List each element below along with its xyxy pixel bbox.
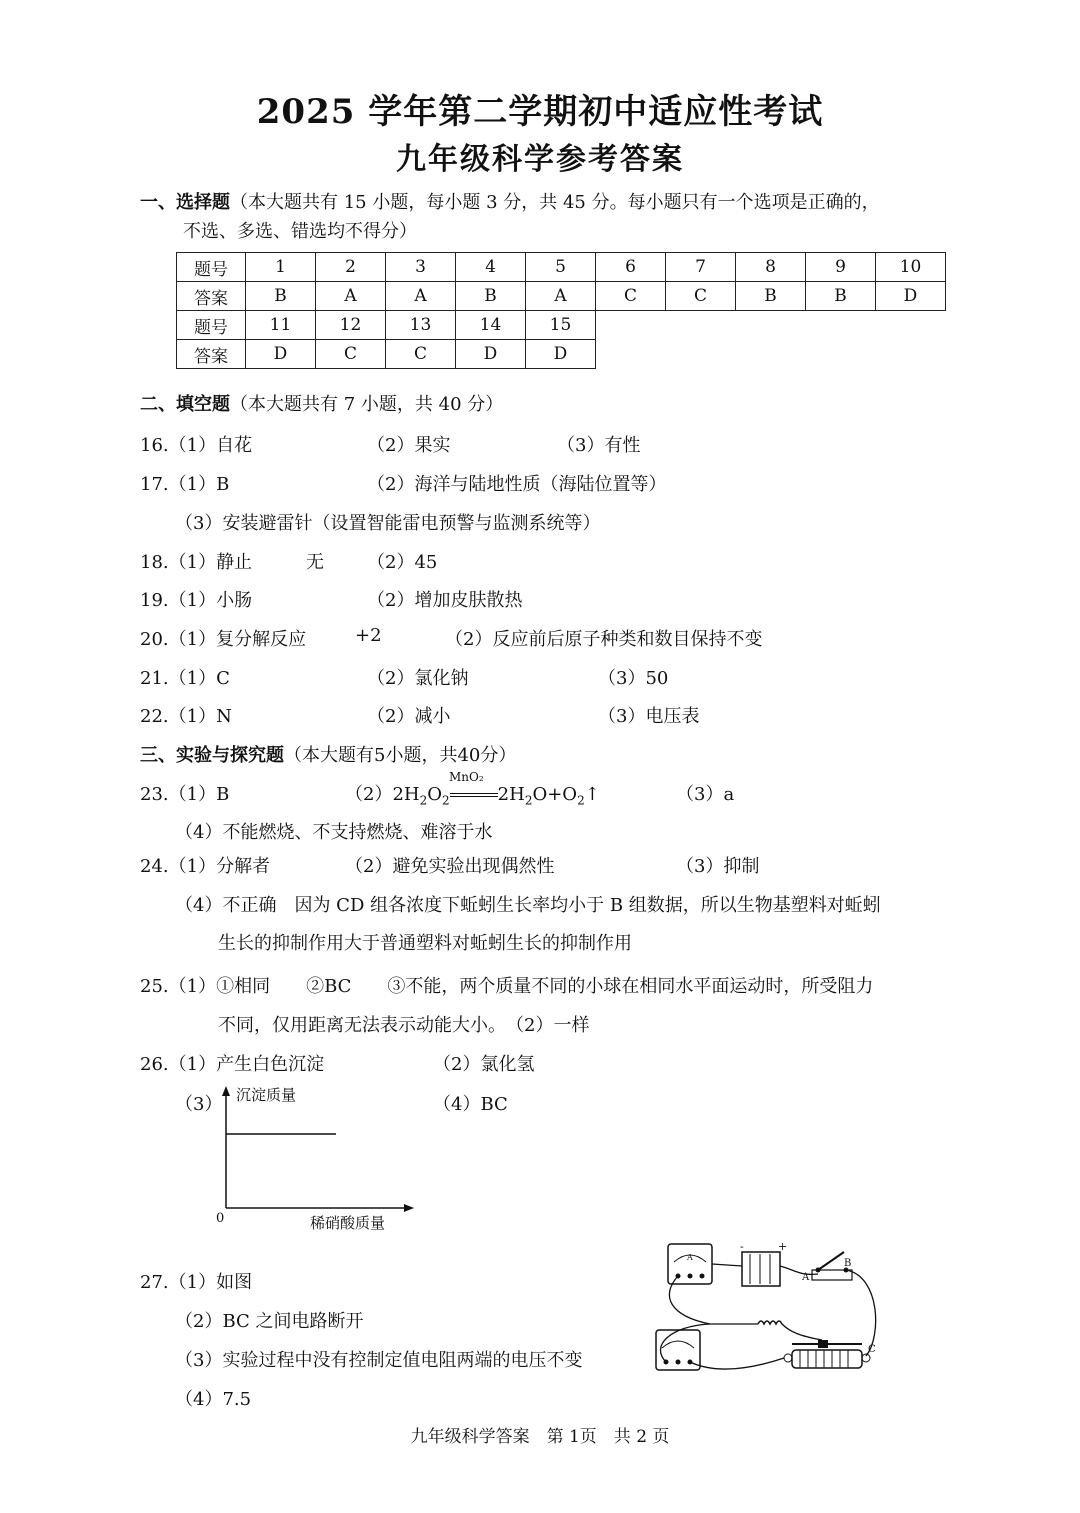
q27-b: （2）BC 之间电路断开 (175, 1311, 364, 1332)
q24-c: （3）抑制 (676, 856, 760, 877)
catalyst-label: MnO₂ (449, 770, 484, 784)
table-cell: 13 (386, 311, 456, 340)
q25-l2: 不同，仅用距离无法表示动能大小。 （2）一样 (218, 1015, 590, 1036)
table-cell: 题号 (177, 253, 246, 282)
rheostat-icon (784, 1340, 876, 1368)
eq-sub: 2 (442, 793, 450, 808)
wire (782, 1324, 822, 1340)
q27-d: （4）7.5 (175, 1389, 252, 1410)
table-blank (596, 340, 946, 369)
table-row (177, 253, 946, 282)
q18-b: 无 (306, 552, 324, 573)
eq-sub: 2 (419, 793, 428, 808)
switch-label-b: B (844, 1258, 852, 1269)
table-cell: 8 (736, 253, 806, 282)
table-cell: 3 (386, 253, 456, 282)
wire (690, 1358, 784, 1369)
q22-c: （3）电压表 (598, 706, 700, 727)
table-cell: D (246, 340, 316, 369)
eq-part: ↑ (584, 784, 600, 805)
q21-c: （3）50 (598, 668, 669, 689)
exam-subtitle: 九年级科学参考答案 (396, 142, 684, 177)
table-cell: C (316, 340, 386, 369)
q24-d2: 生长的抑制作用大于普通塑料对蚯蚓生长的抑制作用 (218, 933, 632, 954)
table-row (177, 282, 946, 311)
q23-equation (345, 780, 600, 808)
table-cell: 5 (526, 253, 596, 282)
table-cell: B (456, 282, 526, 311)
eq-part: （2）2H (345, 784, 420, 805)
q25-l1: 25.（1）①相同 ②BC ③不能，两个质量不同的小球在相同水平面运动时，所受阻力 (140, 976, 874, 997)
section1-desc: （本大题共有 15 小题，每小题 3 分，共 45 分。每小题只有一个选项是正确的， (230, 192, 880, 213)
eq-arrow (450, 793, 498, 797)
y-axis-arrow (222, 1086, 230, 1096)
q22-b: （2）减小 (367, 706, 451, 727)
section3-desc: （本大题有5小题，共40分） (284, 745, 517, 766)
table-cell: A (526, 282, 596, 311)
q23-c: （3）a (676, 784, 735, 805)
q21-a: 21.（1）C (140, 668, 230, 689)
exam-title: 2025 学年第二学期初中适应性考试 (256, 92, 824, 132)
table-cell: 答案 (177, 282, 246, 311)
q22-a: 22.（1）N (140, 706, 232, 727)
switch-icon (801, 1252, 852, 1283)
svg-text:A: A (687, 1253, 693, 1262)
wire (712, 1264, 742, 1266)
battery-icon (740, 1240, 787, 1286)
table-row (177, 311, 946, 340)
section3-label: 三、实验与探究题 (140, 745, 284, 766)
battery-plus: + (778, 1240, 788, 1253)
q24-b: （2）避免实验出现偶然性 (345, 856, 555, 877)
table-cell: 6 (596, 253, 666, 282)
table-cell: 10 (876, 253, 946, 282)
resistor-icon (758, 1321, 782, 1324)
section1-desc2: 不选、多选、错选均不得分） (183, 221, 417, 242)
q26-a: 26.（1）产生白色沉淀 (140, 1054, 325, 1075)
q23-d: （4）不能燃烧、不支持燃烧、难溶于水 (175, 822, 493, 843)
q27-c: （3）实验过程中没有控制定值电阻两端的电压不变 (175, 1350, 583, 1371)
x-axis-arrow (404, 1204, 414, 1212)
eq-sub: 2 (577, 793, 585, 808)
table-row (177, 340, 946, 369)
eq-part: O (427, 784, 443, 805)
answer-table (176, 252, 946, 369)
table-cell: A (386, 282, 456, 311)
q24-d1: （4）不正确 因为 CD 组各浓度下蚯蚓生长率均小于 B 组数据，所以生物基塑料对蚯蚓 (175, 895, 881, 916)
table-cell: 题号 (177, 311, 246, 340)
eq-sub: 2 (524, 793, 533, 808)
q24-a: 24.（1）分解者 (140, 856, 271, 877)
table-cell: B (736, 282, 806, 311)
eq-part: 2H (497, 784, 525, 805)
table-cell: B (246, 282, 316, 311)
precipitate-graph (200, 1082, 420, 1242)
q23-a: 23.（1）B (140, 784, 230, 805)
q26-b: （2）氯化氢 (433, 1054, 535, 1075)
table-cell: 1 (246, 253, 316, 282)
table-cell: D (456, 340, 526, 369)
battery-minus: - (740, 1240, 744, 1253)
q18-a: 18.（1）静止 (140, 552, 253, 573)
table-cell: 7 (666, 253, 736, 282)
table-cell: 4 (456, 253, 526, 282)
section1-heading (140, 188, 880, 214)
q26-d: （4）BC (433, 1094, 508, 1115)
q16-a: 16.（1）自花 (140, 435, 253, 456)
page-footer: 九年级科学答案 第 1页 共 2 页 (410, 1427, 670, 1447)
table-cell: C (666, 282, 736, 311)
table-cell: 15 (526, 311, 596, 340)
section2-label: 二、填空题 (140, 394, 230, 415)
q17-c: （3）安装避雷针（设置智能雷电预警与监测系统等） (175, 513, 601, 534)
q27-a: 27.（1）如图 (140, 1272, 253, 1293)
table-cell: 12 (316, 311, 386, 340)
graph-ylabel: 沉淀质量 (236, 1086, 297, 1104)
table-cell: D (526, 340, 596, 369)
section3-heading (140, 741, 516, 767)
q20-c: （2）反应前后原子种类和数目保持不变 (445, 629, 763, 650)
graph-origin: 0 (216, 1211, 225, 1226)
q21-b: （2）氯化钠 (367, 668, 469, 689)
table-blank (596, 311, 946, 340)
table-cell: 答案 (177, 340, 246, 369)
rheostat-label-c: C (868, 1344, 876, 1355)
table-cell: 9 (806, 253, 876, 282)
table-cell: 11 (246, 311, 316, 340)
q17-a: 17.（1）B (140, 474, 230, 495)
table-cell: 14 (456, 311, 526, 340)
q17-b: （2）海洋与陆地性质（海陆位置等） (367, 474, 667, 495)
table-cell: 2 (316, 253, 386, 282)
section2-heading (140, 390, 503, 416)
q20-b: +2 (355, 625, 382, 646)
section2-desc: （本大题共有 7 小题，共 40 分） (230, 394, 504, 415)
q16-b: （2）果实 (367, 435, 451, 456)
section1-label: 一、选择题 (140, 192, 230, 213)
table-cell: A (316, 282, 386, 311)
table-cell: C (386, 340, 456, 369)
q20-a: 20.（1）复分解反应 (140, 629, 307, 650)
switch-label-a: A (802, 1272, 810, 1283)
q16-c: （3）有性 (557, 435, 641, 456)
ammeter-icon (668, 1244, 712, 1284)
q26-c: （3） (175, 1094, 223, 1115)
q19-a: 19.（1）小肠 (140, 590, 253, 611)
q19-b: （2）增加皮肤散热 (367, 590, 523, 611)
table-cell: C (596, 282, 666, 311)
table-cell: B (806, 282, 876, 311)
graph-xlabel: 稀硝酸质量 (310, 1214, 386, 1232)
circuit-diagram (650, 1236, 890, 1396)
table-cell: D (876, 282, 946, 311)
q18-c: （2）45 (367, 552, 438, 573)
eq-part: O+O (532, 784, 578, 805)
